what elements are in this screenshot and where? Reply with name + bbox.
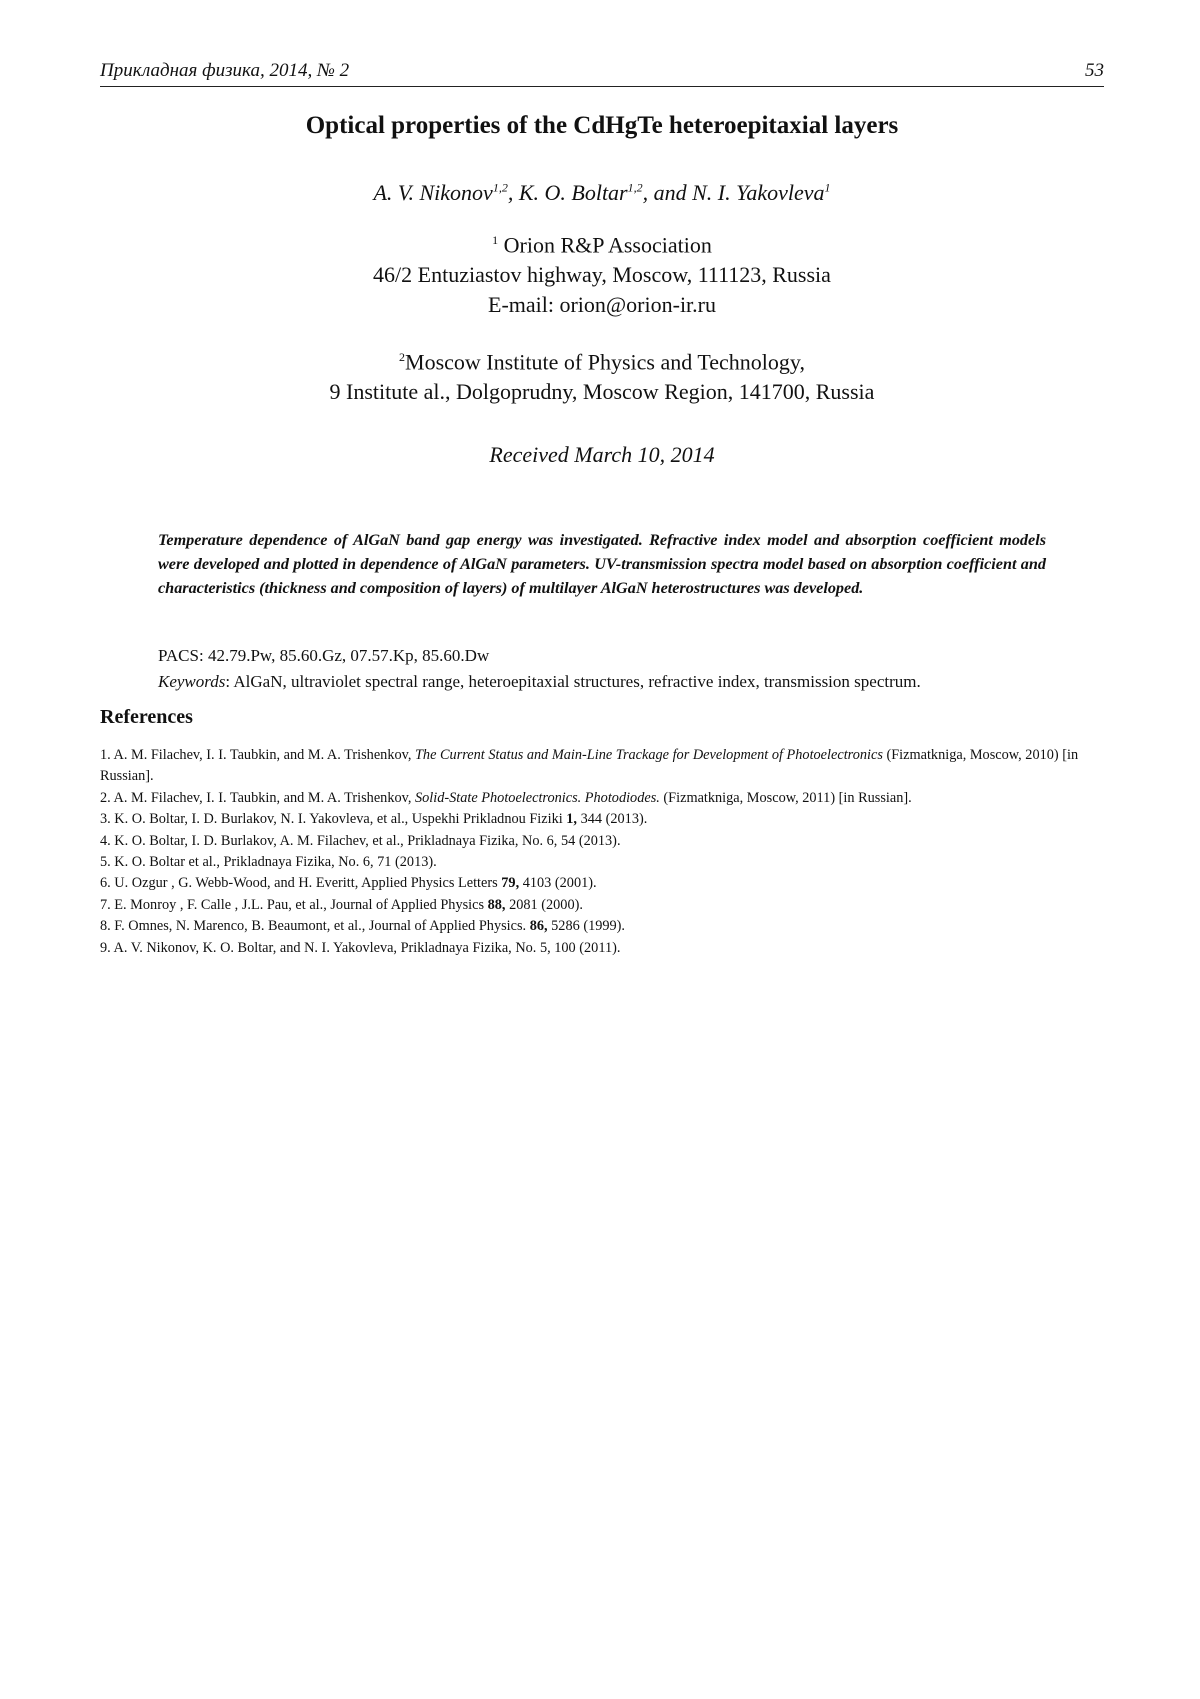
author-name: N. I. Yakovleva [692, 180, 825, 205]
reference-item: 6. U. Ozgur , G. Webb-Wood, and H. Everitt, Applied Physics Letters 79, 4103 (2001). [100, 875, 597, 892]
affiliation-address: 46/2 Entuziastov highway, Moscow, 111123, Russia [373, 262, 831, 288]
reference-item: 9. A. V. Nikonov, K. O. Boltar, and N. I. Yakovleva, Prikladnaya Fizika, No. 5, 100 (2011). [100, 939, 621, 956]
author-affiliation-mark: 1,2 [627, 180, 643, 195]
author-separator: , [507, 180, 519, 205]
references-heading: References [100, 706, 193, 728]
affiliation-2 [100, 342, 1104, 407]
reference-item: 3. K. O. Boltar, I. D. Burlakov, N. I. Yakovleva, et al., Uspekhi Prikladnou Fiziki 1, 344 (2013). [100, 811, 648, 828]
paper-title: Optical properties of the CdHgTe heteroepitaxial layers [305, 112, 899, 139]
running-header [100, 58, 1104, 87]
abstract: Temperature dependence of AlGaN band gap energy was investigated. Refractive index model and absorption coefficient models were developed and plotted in dependence of AlGaN parameters. UV-transmission spectra model based on absorption coefficient and characteristics (thickness and composition of layers) of multilayer AlGaN heterostructures was developed. [158, 531, 1046, 597]
affiliation-email[interactable]: E-mail: orion@orion-ir.ru [488, 292, 716, 318]
reference-item: 5. K. O. Boltar et al., Prikladnaya Fizika, No. 6, 71 (2013). [100, 854, 437, 871]
affiliation-1 [100, 225, 1104, 320]
author-separator: , and [642, 180, 693, 205]
author-name: A. V. Nikonov [373, 180, 493, 205]
keywords [158, 672, 921, 692]
reference-item: 8. F. Omnes, N. Marenco, B. Beaumont, et al., Journal of Applied Physics. 86, 5286 (1999). [100, 918, 626, 935]
journal-name: Прикладная физика, 2014, № 2 [100, 60, 350, 81]
affiliation-name: Orion R&P Association [503, 232, 712, 258]
keywords-label: Keywords [158, 672, 226, 691]
affiliation-address: 9 Institute al., Dolgoprudny, Moscow Region, 141700, Russia [329, 379, 875, 405]
reference-item: 2. A. M. Filachev, I. I. Taubkin, and M. A. Trishenkov, Solid-State Photoelectronics. Photodiodes. (Fizmatkniga, Moscow, 2011) [in Russian]. [100, 789, 912, 806]
author-affiliation-mark: 1 [824, 180, 831, 195]
affiliation-mark: 1 [492, 233, 499, 247]
page-number: 53 [1085, 60, 1104, 81]
reference-item: 4. K. O. Boltar, I. D. Burlakov, A. M. Filachev, et al., Prikladnaya Fizika, No. 6, 54 (2013). [100, 832, 621, 849]
keywords-text: : AlGaN, ultraviolet spectral range, heteroepitaxial structures, refractive index, transmission spectrum. [225, 672, 921, 691]
affiliation-mark: 2 [399, 350, 406, 364]
reference-item: 7. E. Monroy , F. Calle , J.L. Pau, et al., Journal of Applied Physics 88, 2081 (2000). [100, 896, 583, 913]
author-affiliation-mark: 1,2 [492, 180, 508, 195]
pacs-codes: PACS: 42.79.Pw, 85.60.Gz, 07.57.Kp, 85.60.Dw [158, 646, 490, 665]
affiliation-name: Moscow Institute of Physics and Technology, [405, 349, 805, 375]
author-name: K. O. Boltar [518, 180, 628, 205]
author-list [100, 180, 1104, 206]
reference-list [100, 745, 1104, 959]
reference-item: 1. A. M. Filachev, I. I. Taubkin, and M. A. Trishenkov, The Current Status and Main-Line Trackage for Development of Photoelectronics (Fizmatkniga, Moscow, 2010) [in Russian]. [100, 747, 1079, 785]
received-date: Received March 10, 2014 [489, 442, 715, 467]
